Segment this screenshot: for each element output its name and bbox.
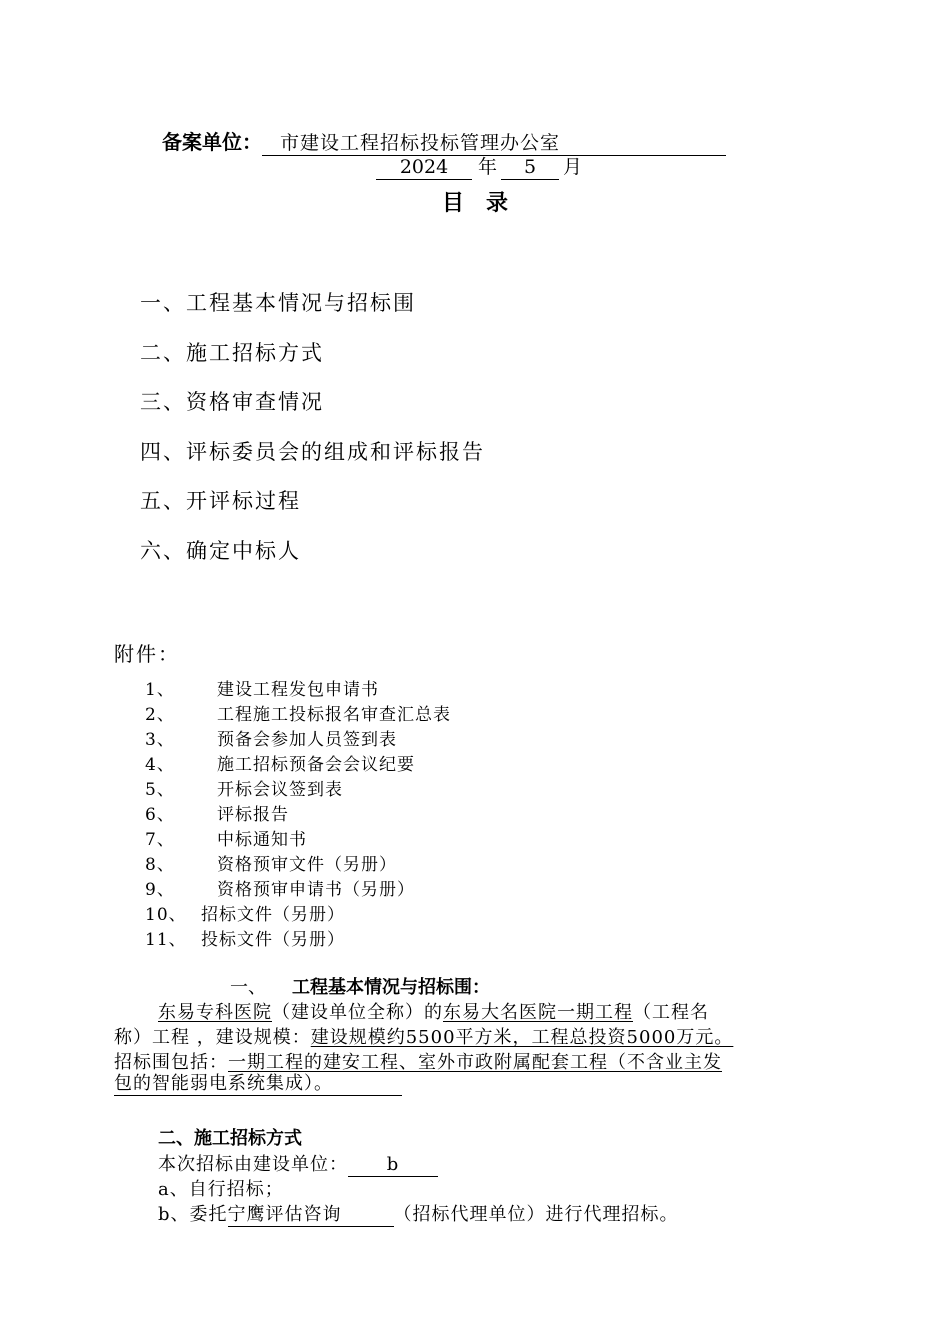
owner-note: （建设单位全称）的 bbox=[272, 1002, 443, 1023]
toc-item: 六、确定中标人 bbox=[140, 539, 301, 563]
owner-name: 东易专科医院 bbox=[158, 1002, 272, 1023]
section1-line4 bbox=[114, 1073, 402, 1096]
attachment-number: 5、 bbox=[145, 780, 175, 800]
attachment-number: 4、 bbox=[145, 755, 175, 775]
section1-number: 一、 bbox=[230, 977, 266, 998]
attachment-title: 预备会参加人员签到表 bbox=[217, 730, 397, 750]
attachment-title: 施工招标预备会会议纪要 bbox=[217, 755, 415, 775]
section1-heading bbox=[230, 973, 490, 999]
attachment-title: 评标报告 bbox=[217, 805, 289, 825]
section1-line1 bbox=[158, 998, 709, 1024]
attachment-title: 资格预审申请书（另册） bbox=[217, 880, 415, 900]
date-month: 5 bbox=[501, 155, 559, 180]
attachment-number: 6、 bbox=[145, 805, 175, 825]
attachment-number: 2、 bbox=[145, 705, 175, 725]
section1-line2 bbox=[114, 1023, 733, 1049]
attachment-number: 10、 bbox=[145, 905, 187, 925]
option-b-suffix: （招标代理单位）进行代理招标。 bbox=[393, 1204, 679, 1225]
attachment-title: 招标文件（另册） bbox=[201, 905, 345, 925]
attachment-number: 11、 bbox=[145, 930, 187, 950]
attachment-number: 1、 bbox=[145, 680, 175, 700]
attachment-number: 9、 bbox=[145, 880, 175, 900]
date-year: 2024 bbox=[376, 155, 472, 180]
attachment-title: 投标文件（另册） bbox=[201, 930, 345, 950]
attachment-number: 8、 bbox=[145, 855, 175, 875]
toc-title: 目 录 bbox=[442, 191, 509, 216]
project-name: 东易大名医院一期工程 bbox=[443, 1002, 633, 1023]
date-line bbox=[376, 152, 582, 180]
date-year-suffix: 年 bbox=[478, 156, 498, 178]
scope-label: 招标围包括： bbox=[114, 1052, 228, 1073]
scope-value: 一期工程的建安工程、室外市政附属配套工程（不含业主发 bbox=[228, 1052, 722, 1073]
attachment-title: 开标会议签到表 bbox=[217, 780, 343, 800]
scale-label: 称）工程 ，建设规模： bbox=[114, 1027, 311, 1048]
option-a: a、自行招标； bbox=[158, 1179, 284, 1200]
section2-line1 bbox=[158, 1150, 438, 1177]
attachment-number: 3、 bbox=[145, 730, 175, 750]
toc-item: 四、评标委员会的组成和评标报告 bbox=[140, 440, 485, 464]
date-month-suffix: 月 bbox=[563, 156, 583, 178]
toc-item: 三、资格审查情况 bbox=[140, 390, 324, 414]
option-b bbox=[158, 1200, 679, 1227]
record-unit-value: 市建设工程招标投标管理办公室 bbox=[262, 131, 726, 156]
attachment-number: 7、 bbox=[145, 830, 175, 850]
option-b-prefix: b、委托 bbox=[158, 1204, 228, 1225]
attachment-title: 资格预审文件（另册） bbox=[217, 855, 397, 875]
attachment-title: 中标通知书 bbox=[217, 830, 307, 850]
record-unit-label: 备案单位： bbox=[162, 130, 262, 154]
attachment-title: 工程施工投标报名审查汇总表 bbox=[217, 705, 451, 725]
attachments-label: 附件： bbox=[114, 642, 180, 666]
section1-title: 工程基本情况与招标围： bbox=[292, 977, 490, 998]
agent-name: 宁鹰评估咨询 bbox=[228, 1204, 394, 1227]
method-label: 本次招标由建设单位： bbox=[158, 1154, 348, 1175]
toc-item: 五、开评标过程 bbox=[140, 489, 301, 513]
scale-value: 建设规模约5500平方米，工程总投资5000万元。 bbox=[310, 1027, 734, 1048]
toc-item: 一、工程基本情况与招标围 bbox=[140, 291, 416, 315]
section2-title: 二、施工招标方式 bbox=[158, 1128, 302, 1149]
method-value: b bbox=[348, 1154, 438, 1177]
project-note: （工程名 bbox=[633, 1002, 709, 1023]
scope-value-cont: 包的智能弱电系统集成）。 bbox=[114, 1073, 402, 1096]
section1-line3 bbox=[114, 1048, 722, 1074]
attachment-title: 建设工程发包申请书 bbox=[217, 680, 379, 700]
toc-item: 二、施工招标方式 bbox=[140, 341, 324, 365]
